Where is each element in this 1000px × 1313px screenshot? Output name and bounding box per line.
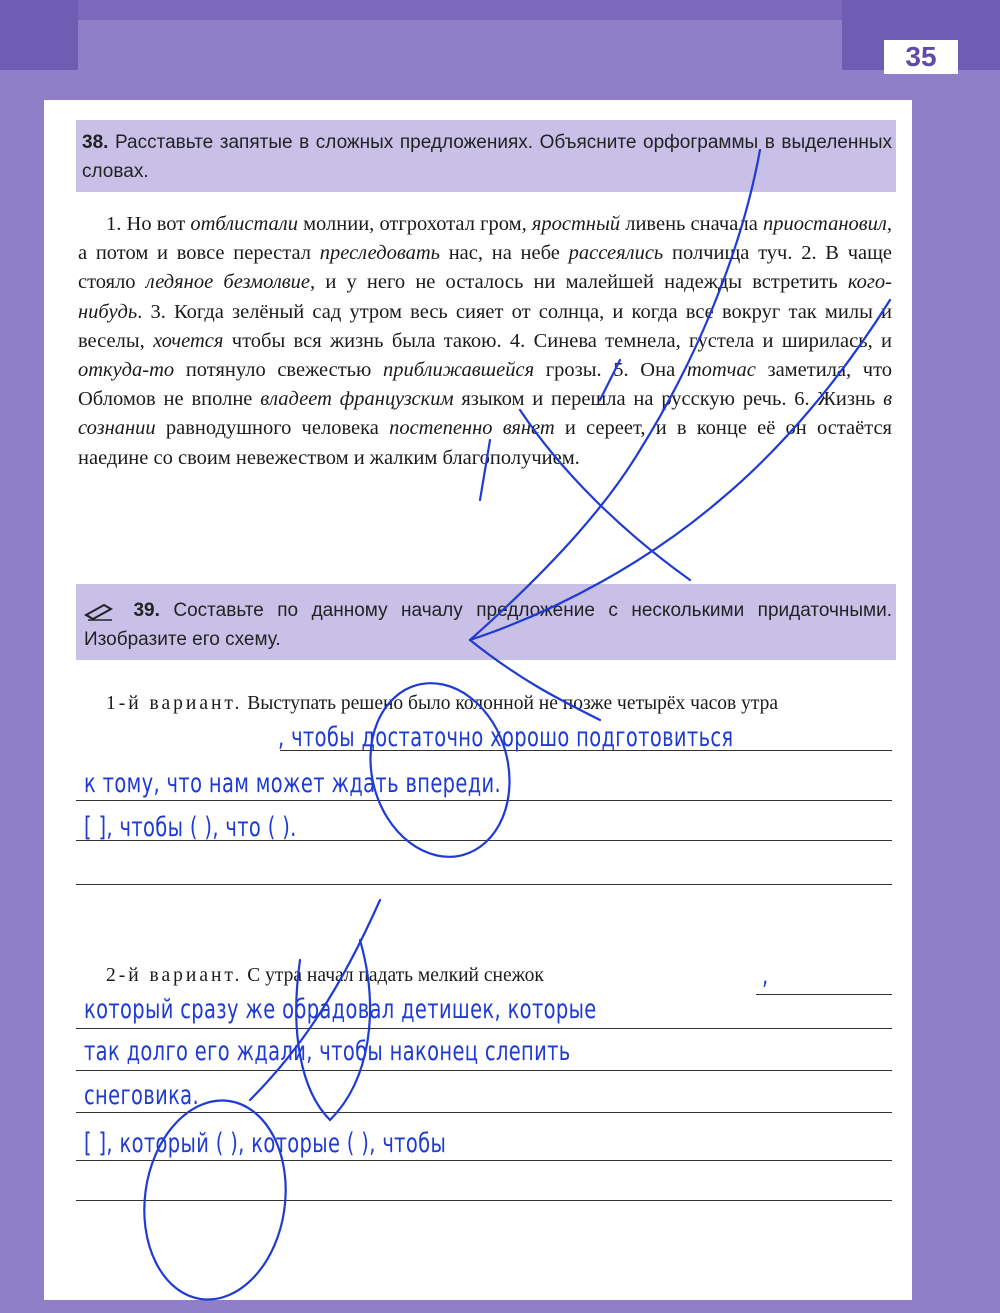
variant-1-scheme: [ ], чтобы ( ), что ( ).	[84, 812, 297, 843]
highlighted-word: владеет французским	[260, 388, 454, 411]
highlighted-word: отблистали	[190, 213, 298, 235]
exercise-39-task-text: Составьте по данному началу предложение с несколькими придаточными. Изобразите его схему.	[84, 600, 893, 650]
highlighted-word: яростный	[531, 213, 621, 235]
text-segment: . 3. Когда зелёный сад утром весь сияет от солнца, и когда все вокруг так милы и веселы,	[78, 300, 892, 352]
scribble-stroke	[470, 640, 600, 720]
variant-1-printed-start: Выступать решено было колонной не позже четырёх часов утра	[247, 693, 779, 714]
exercise-38-task-text: Расставьте запятые в сложных предложениях. Объясните орфограммы в выделенных словах.	[82, 132, 892, 182]
highlighted-word: кого-нибудь	[78, 271, 893, 323]
variant-2-answer-line-1: который сразу же обрадовал детишек, которые	[84, 994, 597, 1025]
highlighted-word: откуда-то	[78, 359, 175, 382]
scribble-stroke	[480, 440, 490, 500]
text-segment: , и у него не осталось ни малейшей надежды встретить	[310, 271, 848, 294]
highlighted-word: ледяное безмолвие	[145, 271, 311, 294]
scribble-stroke	[600, 360, 620, 400]
variant-1-answer-line-2: к тому, что нам может ждать впереди.	[84, 768, 502, 799]
highlighted-word: тотчас	[686, 359, 756, 382]
highlighted-word: приостановил	[762, 213, 887, 235]
highlighted-word: постепенно вянет	[389, 417, 555, 440]
scribble-stroke	[520, 410, 690, 580]
variant-2-answer-line-2: так долго его ждали, чтобы наконец слепить	[84, 1036, 571, 1067]
exercise-38-number: 38.	[82, 132, 109, 153]
variant-2-answer-line-3: снеговика.	[84, 1080, 199, 1111]
text-segment: заметила, что Обломов не вполне	[78, 359, 893, 411]
text-segment: , а потом и вовсе перестал	[78, 213, 892, 265]
text-segment: грозы. 5. Она	[534, 359, 687, 382]
scribble-stroke	[132, 1091, 298, 1309]
highlighted-word: в сознании	[78, 388, 892, 440]
highlighted-word: приближавшейся	[382, 359, 535, 382]
text-segment: потянуло свежестью	[174, 359, 383, 382]
text-segment: 1. Но вот	[106, 213, 191, 235]
page-number: 35	[884, 40, 958, 74]
text-segment: равнодушного человека	[155, 417, 390, 440]
variant-2-label: 2-й вариант.	[106, 965, 243, 986]
text-segment: языком и перешла на русскую речь. 6. Жизнь	[453, 388, 884, 411]
highlighted-word: рассеялись	[568, 242, 664, 265]
text-segment: ливень сначала	[620, 213, 763, 235]
scribble-stroke	[470, 150, 760, 640]
variant-2-scheme: [ ], который ( ), которые ( ), чтобы	[84, 1128, 447, 1159]
highlighted-word: хочется	[153, 329, 224, 352]
text-segment: чтобы вся жизнь была такою. 4. Синева темнела, густела и ширилась, и	[223, 329, 893, 352]
text-segment: полчища туч. 2. В чаще стояло	[78, 242, 892, 294]
text-segment: и сереет, и в конце её он остаётся наедине со своим невежеством и жалким благополучием.	[78, 417, 892, 469]
exercise-39-number: 39.	[133, 600, 160, 621]
variant-1-answer-line-1: , чтобы достаточно хорошо подготовиться	[278, 722, 734, 753]
text-segment: молнии, отгрохотал гром,	[297, 213, 532, 235]
variant-2-comma: ,	[762, 960, 769, 991]
scribble-stroke	[352, 667, 529, 872]
highlighted-word: преследовать	[319, 242, 440, 265]
variant-1-label: 1-й вариант.	[106, 693, 243, 714]
scribble-stroke	[470, 300, 890, 640]
variant-2-printed-start: С утра начал падать мелкий снежок	[247, 965, 544, 986]
text-segment: нас, на небе	[439, 242, 569, 265]
